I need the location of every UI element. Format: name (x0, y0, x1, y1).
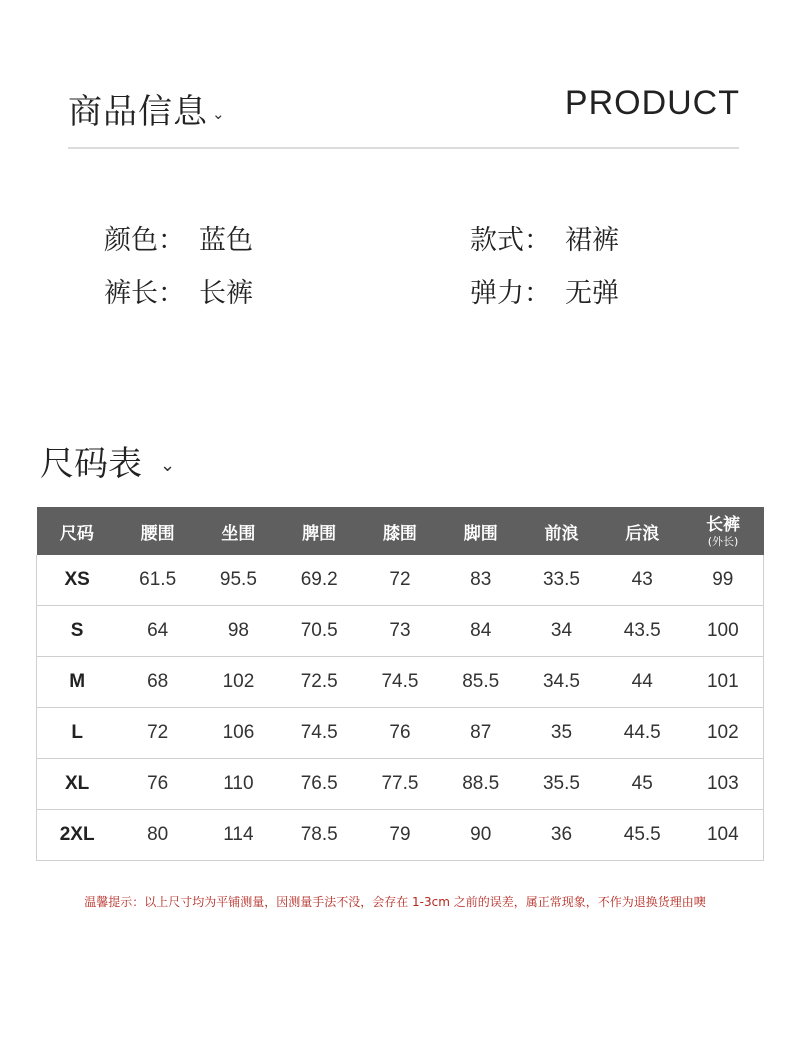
table-cell: 72.5 (279, 657, 360, 708)
size-table (36, 507, 764, 861)
table-cell: 90 (440, 810, 521, 861)
size-table-header (37, 507, 764, 555)
table-cell: 61.5 (117, 555, 198, 606)
table-row (37, 606, 764, 657)
size-chart-title: 尺码表 (40, 444, 142, 484)
table-row (37, 708, 764, 759)
col-header: 后浪 (602, 507, 683, 555)
table-cell: 34 (521, 606, 602, 657)
table-cell: 68 (117, 657, 198, 708)
table-cell: 100 (683, 606, 764, 657)
size-label-cell: 2XL (37, 810, 118, 861)
attr-value: 长裤 (199, 278, 253, 309)
table-cell: 36 (521, 810, 602, 861)
table-cell: 72 (360, 555, 441, 606)
size-label-cell: L (37, 708, 118, 759)
size-label-cell: M (37, 657, 118, 708)
table-cell: 74.5 (360, 657, 441, 708)
table-cell: 76.5 (279, 759, 360, 810)
table-cell: 34.5 (521, 657, 602, 708)
col-header: 脚围 (440, 507, 521, 555)
col-header: 脾围 (279, 507, 360, 555)
table-cell: 87 (440, 708, 521, 759)
attr-color (104, 218, 253, 257)
table-cell: 77.5 (360, 759, 441, 810)
size-label-cell: XS (37, 555, 118, 606)
table-cell: 99 (683, 555, 764, 606)
attr-label: 款式： (470, 225, 551, 256)
col-header-label: 长裤 (706, 514, 741, 535)
table-cell: 79 (360, 810, 441, 861)
table-cell: 73 (360, 606, 441, 657)
table-cell: 104 (683, 810, 764, 861)
table-cell: 45.5 (602, 810, 683, 861)
attr-label: 颜色： (104, 225, 185, 256)
table-cell: 102 (198, 657, 279, 708)
col-header: 膝围 (360, 507, 441, 555)
chevron-down-icon: ⌄ (212, 104, 226, 123)
table-cell: 43.5 (602, 606, 683, 657)
table-cell: 84 (440, 606, 521, 657)
table-cell: 80 (117, 810, 198, 861)
table-cell: 33.5 (521, 555, 602, 606)
attr-label: 裤长： (104, 278, 185, 309)
table-cell: 45 (602, 759, 683, 810)
table-cell: 70.5 (279, 606, 360, 657)
divider (68, 147, 739, 149)
table-cell: 76 (360, 708, 441, 759)
attr-value: 无弹 (565, 278, 619, 309)
table-cell: 83 (440, 555, 521, 606)
table-cell: 35 (521, 708, 602, 759)
table-cell: 64 (117, 606, 198, 657)
table-cell: 95.5 (198, 555, 279, 606)
product-heading-en: PRODUCT (564, 84, 740, 122)
table-cell: 106 (198, 708, 279, 759)
chevron-down-icon: ⌄ (160, 455, 176, 476)
col-header: 前浪 (521, 507, 602, 555)
table-row (37, 657, 764, 708)
table-cell: 43 (602, 555, 683, 606)
attr-style (470, 218, 619, 257)
col-header-sub: (外长) (707, 534, 739, 548)
table-row (37, 810, 764, 861)
col-header: 腰围 (117, 507, 198, 555)
table-cell: 102 (683, 708, 764, 759)
table-cell: 110 (198, 759, 279, 810)
attr-length (104, 271, 253, 310)
size-label-cell: S (37, 606, 118, 657)
table-cell: 44.5 (602, 708, 683, 759)
attr-elasticity (470, 271, 619, 310)
product-info-title: 商品信息 (68, 92, 208, 132)
table-cell: 114 (198, 810, 279, 861)
attr-value: 裙裤 (565, 225, 619, 256)
size-label-cell: XL (37, 759, 118, 810)
col-header-length (683, 507, 764, 555)
col-header: 尺码 (37, 507, 118, 555)
table-row (37, 759, 764, 810)
table-cell: 69.2 (279, 555, 360, 606)
table-cell: 74.5 (279, 708, 360, 759)
attr-label: 弹力： (470, 278, 551, 309)
table-cell: 103 (683, 759, 764, 810)
table-cell: 88.5 (440, 759, 521, 810)
table-cell: 35.5 (521, 759, 602, 810)
table-row (37, 555, 764, 606)
attr-value: 蓝色 (199, 225, 253, 256)
size-table-body (37, 555, 764, 861)
col-header: 坐围 (198, 507, 279, 555)
table-cell: 98 (198, 606, 279, 657)
table-cell: 76 (117, 759, 198, 810)
size-chart-heading (40, 436, 175, 485)
table-cell: 78.5 (279, 810, 360, 861)
product-info-heading (68, 84, 226, 133)
measurement-note: 温馨提示：以上尺寸均为平铺测量，因测量手法不没，会存在 1-3cm 之前的误差，属正常现象，不作为退换货理由噢 (84, 895, 706, 909)
table-cell: 101 (683, 657, 764, 708)
table-cell: 44 (602, 657, 683, 708)
table-cell: 72 (117, 708, 198, 759)
table-cell: 85.5 (440, 657, 521, 708)
